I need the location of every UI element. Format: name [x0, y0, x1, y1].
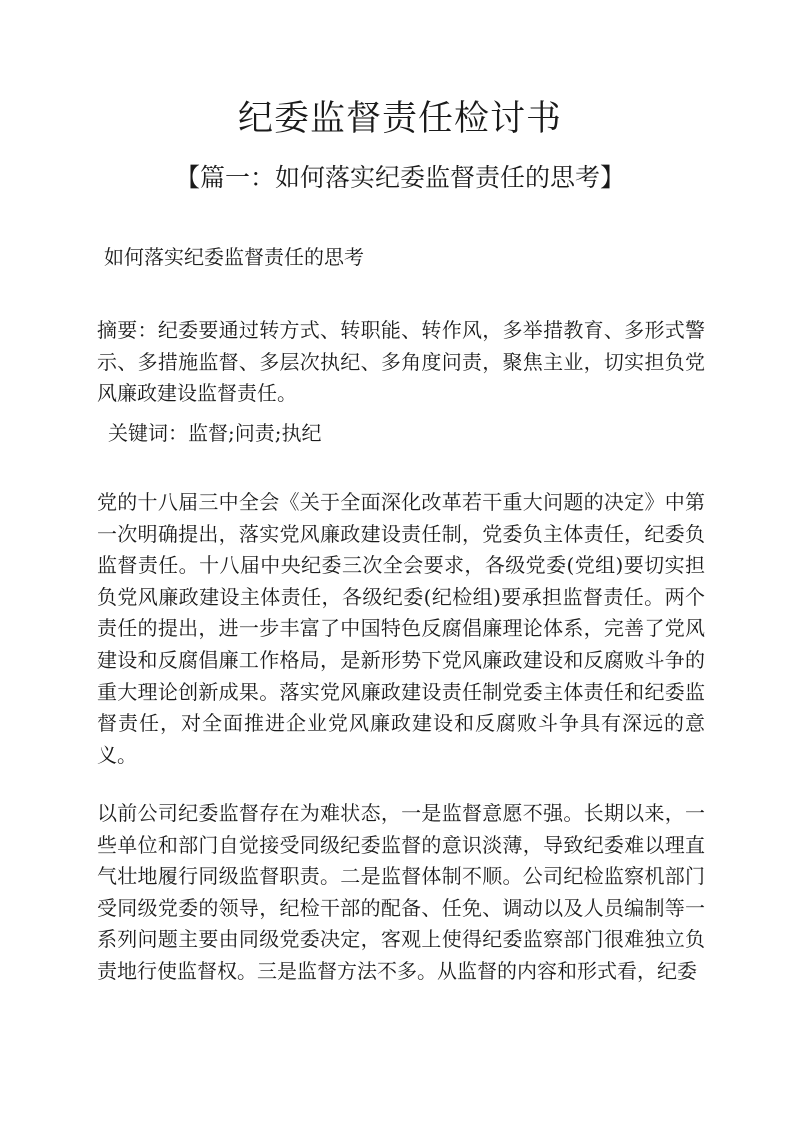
body-paragraph-2: 以前公司纪委监督存在为难状态，一是监督意愿不强。长期以来，一些单位和部门自觉接受同级纪委监督的意识淡薄，导致纪委难以理直气壮地履行同级监督职责。二是监督体制不顺。公司纪检监察机部门受同级党委的领导，纪检干部的配备、任免、调动以及人员编制等一系列问题主要由同级党委决定，客观上使得纪委监察部门很难独立负责地行使监督权。三是监督方法不多。从监督的内容和形式看，纪委 [97, 801, 705, 983]
section-heading: 如何落实纪委监督责任的思考 [104, 245, 364, 269]
document-title: 纪委监督责任检讨书 [237, 99, 562, 139]
keywords-line: 关键词：监督;问责;执纪 [108, 421, 322, 445]
body-paragraph-1: 党的十八届三中全会《关于全面深化改革若干重大问题的决定》中第一次明确提出，落实党风廉政建设责任制，党委负主体责任，纪委负监督责任。十八届中央纪委三次全会要求，各级党委(党组)要切实担负党风廉政建设主体责任，各级纪委(纪检组)要承担监督责任。两个责任的提出，进一步丰富了中国特色反腐倡廉理论体系，完善了党风建设和反腐倡廉工作格局，是新形势下党风廉政建设和反腐败斗争的重大理论创新成果。落实党风廉政建设责任制党委主体责任和纪委监督责任，对全面推进企业党风廉政建设和反腐败斗争具有深远的意义。 [97, 490, 705, 767]
abstract-paragraph: 摘要：纪委要通过转方式、转职能、转作风，多举措教育、多形式警示、多措施监督、多层次执纪、多角度问责，聚焦主业，切实担负党风廉政建设监督责任。 [97, 318, 705, 406]
document-subtitle: 【篇一：如何落实纪委监督责任的思考】 [174, 163, 625, 192]
